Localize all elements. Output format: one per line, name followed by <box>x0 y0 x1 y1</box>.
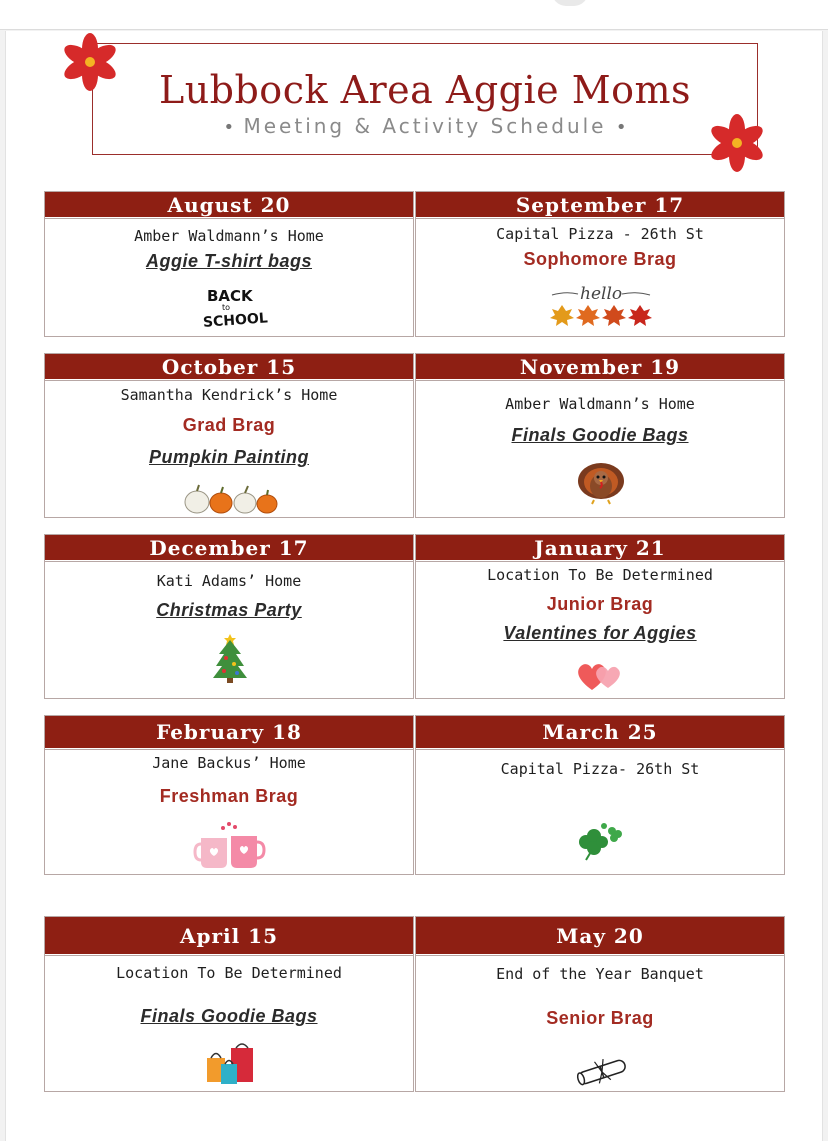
event-brag: Junior Brag <box>546 594 654 614</box>
event-activity: Aggie T-shirt bags <box>145 251 313 271</box>
hello-fall-leaves-icon <box>548 281 654 331</box>
event-card-october <box>44 353 414 518</box>
turkey-icon <box>576 461 626 505</box>
schedule-page <box>5 31 823 1141</box>
event-date: May 20 <box>416 917 784 955</box>
event-card-december <box>44 534 414 699</box>
event-date: November 19 <box>416 354 784 380</box>
subtitle-dot-left: • <box>223 117 235 138</box>
shamrock-icon <box>576 822 626 862</box>
event-location: Kati Adams’ Home <box>156 572 302 590</box>
title-frame <box>92 43 758 155</box>
event-card-august <box>44 191 414 337</box>
event-card-january <box>415 534 785 699</box>
back-to-school-icon <box>202 285 269 331</box>
subtitle-dot-right: • <box>615 117 627 138</box>
event-location: Samantha Kendrick’s Home <box>120 386 338 404</box>
event-card-november <box>415 353 785 518</box>
event-date: September 17 <box>416 192 784 218</box>
event-card-april <box>44 916 414 1092</box>
top-strip <box>0 0 828 30</box>
diploma-icon <box>572 1050 632 1090</box>
event-date: August 20 <box>45 192 413 218</box>
event-activity: Valentines for Aggies <box>503 623 697 643</box>
svg-text:SCHOOL: SCHOOL <box>202 310 269 331</box>
event-location: End of the Year Banquet <box>496 965 704 983</box>
event-brag: Sophomore Brag <box>523 249 677 269</box>
event-location: Location To Be Determined <box>487 566 713 584</box>
event-brag: Senior Brag <box>546 1008 654 1028</box>
event-date: March 25 <box>416 716 784 749</box>
event-location: Amber Waldmann’s Home <box>505 395 695 413</box>
event-date: February 18 <box>45 716 413 749</box>
event-brag: Freshman Brag <box>159 786 299 806</box>
svg-text:BACK: BACK <box>207 287 253 305</box>
event-location: Amber Waldmann’s Home <box>134 227 324 245</box>
event-date: April 15 <box>45 917 413 955</box>
event-card-march <box>415 715 785 875</box>
cropped-toolbar-button[interactable] <box>552 0 588 6</box>
cropped-heading-fragment <box>352 0 363 13</box>
event-date: January 21 <box>416 535 784 561</box>
event-location: Jane Backus’ Home <box>152 754 306 772</box>
event-date: October 15 <box>45 354 413 380</box>
hearts-icon <box>576 660 626 692</box>
svg-text:to: to <box>222 303 231 312</box>
svg-text:hello: hello <box>580 284 623 304</box>
page-title: Lubbock Area Aggie Moms <box>158 68 692 112</box>
page-subtitle <box>93 114 757 138</box>
event-location: Location To Be Determined <box>116 964 342 982</box>
christmas-tree-icon <box>211 632 249 684</box>
red-flower-icon <box>60 32 120 92</box>
event-activity: Pumpkin Painting <box>148 447 309 467</box>
pumpkins-icon <box>183 481 279 515</box>
subtitle-text: Meeting & Activity Schedule <box>243 114 607 138</box>
event-activity: Finals Goodie Bags <box>140 1006 318 1026</box>
event-card-may <box>415 916 785 1092</box>
event-location: Capital Pizza - 26th St <box>496 225 704 243</box>
event-card-february <box>44 715 414 875</box>
red-flower-icon <box>707 113 767 173</box>
event-activity: Christmas Party <box>156 600 302 620</box>
event-activity: Finals Goodie Bags <box>511 425 689 445</box>
event-date: December 17 <box>45 535 413 561</box>
shopping-bags-icon <box>205 1044 257 1086</box>
event-brag: Grad Brag <box>182 415 276 435</box>
event-location: Capital Pizza- 26th St <box>500 760 700 778</box>
mugs-icon <box>195 820 265 870</box>
event-card-september <box>415 191 785 337</box>
